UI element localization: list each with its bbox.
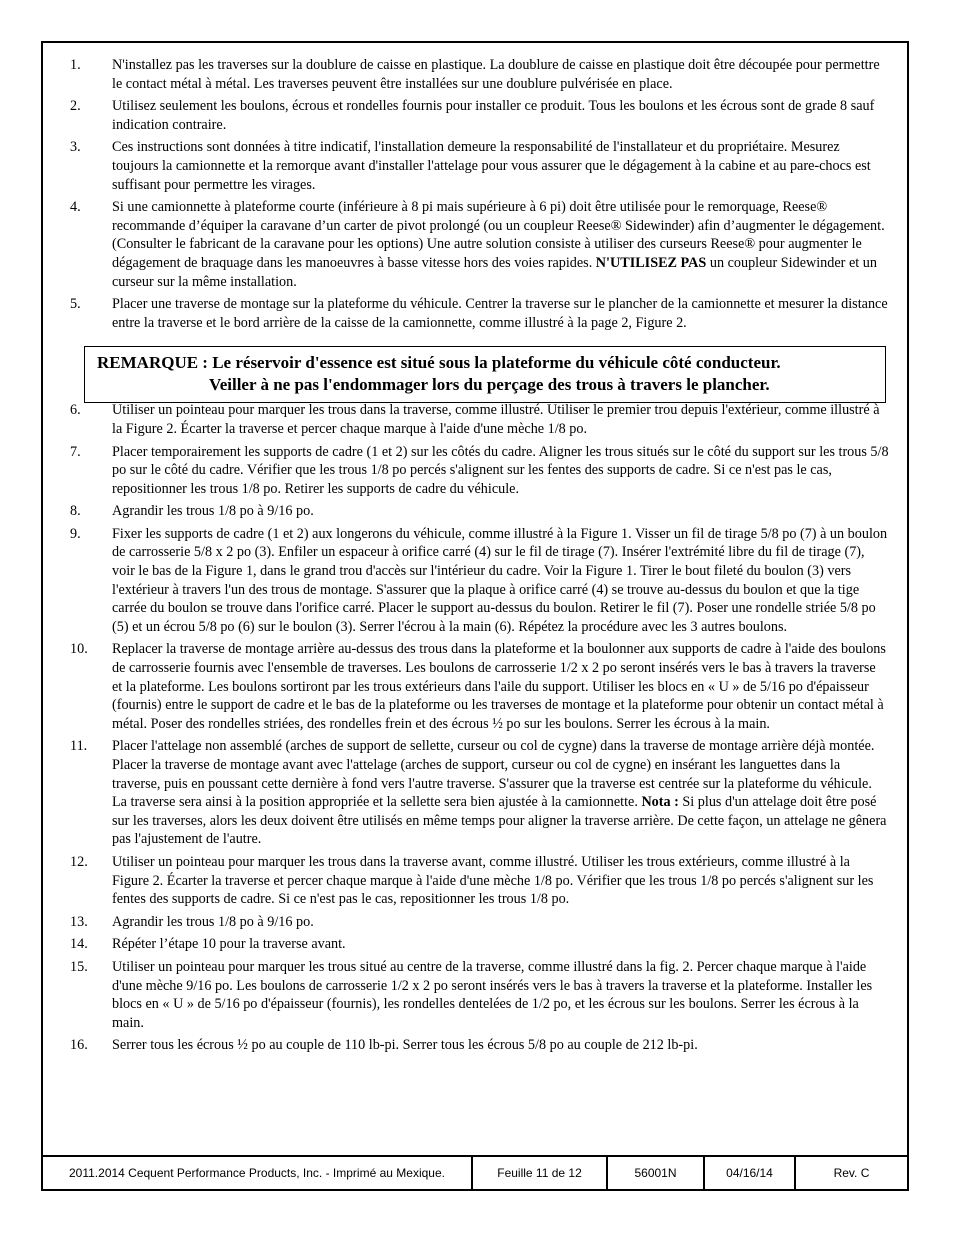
step-2 — [43, 97, 907, 134]
page-frame — [41, 41, 909, 1191]
step-6 — [43, 401, 907, 438]
note-emphasis: Nota : — [641, 794, 679, 811]
step-10 — [43, 640, 907, 733]
footer-copyright: 2011.2014 Cequent Performance Products, Inc. - Imprimé au Mexique. — [43, 1157, 473, 1189]
step-5 — [43, 295, 907, 332]
step-16 — [43, 1036, 907, 1055]
step-number: 11. — [70, 738, 88, 755]
page-footer — [43, 1155, 907, 1189]
step-text: N'installez pas les traverses sur la doublure de caisse en plastique. La doublure de caisse en plastique doit être découpée pour permettre le contact métal à métal. Les traverses peuvent être installées sur une doublure pulvérisée en place. — [112, 57, 880, 92]
footer-sheet-number: Feuille 11 de 12 — [473, 1157, 608, 1189]
step-text-part: Si une camionnette à plateforme courte (inférieure à 8 pi mais supérieure à 6 pi) doit être utilisée pour le remorquage, Reese® recommande d’équiper la caravane d’un carter de pivot prolongé (ou un coupleur Reese® Sidewinder) afin d’augmenter le dégagement. (Consulter le fabricant de la caravane pour les options) Une autre solution consiste à utiliser des curseurs Reese® pour augmenter le dégagement de braquage dans les manoeuvres à basse vitesse hors des voies rapides. — [112, 199, 885, 271]
step-text: Serrer tous les écrous ½ po au couple de 110 lb-pi. Serrer tous les écrous 5/8 po au couple de 212 lb-pi. — [112, 1037, 698, 1054]
step-text: Utiliser un pointeau pour marquer les trous dans la traverse avant, comme illustré. Utiliser les trous extérieurs, comme illustré à la Figure 2. Écarter la traverse et percer chaque marque à l'aide d'une mèche 1/8 po. Vérifier que les trous 1/8 po percés s'alignent sur les fentes des supports de cadre. Si ce n'est pas le cas, repositionner les trous 1/8 po. — [112, 853, 874, 908]
step-text-part: un coupleur Sidewinder et un curseur sur la même installation. — [112, 254, 877, 290]
step-text: Fixer les supports de cadre (1 et 2) aux longerons du véhicule, comme illustré à la Figure 1. Visser un fil de tirage 5/8 po (7) à un boulon de carrosserie 5/8 x 2 po (3). Enfiler un espaceur à orifice carré (4) sur le fil de tirage (7). Insérer l'extrémité libre du fil de tirage (7), voir le bas de la Figure 1, dans le grand trou d'accès sur l'intérieur du cadre. Voir la Figure 1. Tirer le bout fileté du boulon (3) vers l'extérieur à travers l'un des trous de montage. S'assurer que la plaque à orifice carré (4) se trouve au-dessus du boulon et que la tige carrée du boulon se trouve dans l'orifice carré. Placer le support au-dessus du boulon. Retirer le fil (7). Poser une rondelle striée 5/8 po (5) et un écrou 5/8 po (6) sur le boulon (3). Serrer l'écrou à la main (6). Répétez la procédure avec les 3 autres boulons. — [112, 525, 888, 635]
step-number: 14. — [70, 936, 88, 953]
note-line-2: Veiller à ne pas l'endommager lors du perçage des trous à travers le plancher. — [209, 374, 770, 394]
step-text: Ces instructions sont données à titre indicatif, l'installation demeure la responsabilité de l'installateur et du propriétaire. Mesurez toujours la camionnette et la remorque avant d'installer l'attelage pour vous assurer que le dégagement à la cabine et au pare-chocs est suffisant pour permettre les virages. — [112, 139, 871, 193]
step-text — [112, 737, 889, 849]
step-14 — [43, 935, 907, 954]
step-text: Utiliser un pointeau pour marquer les trous dans la traverse, comme illustré. Utiliser le premier trou depuis l'extérieur, comme illustré à la Figure 2. Écarter la traverse et percer chaque marque à l'aide d'une mèche 1/8 po. — [112, 402, 880, 437]
step-number: 13. — [70, 913, 88, 930]
step-11 — [43, 737, 907, 849]
step-text: Utiliser un pointeau pour marquer les trous situé au centre de la traverse, comme illustré dans la fig. 2. Percer chaque marque à l'aide d'une mèche 9/16 po. Les boulons de carrosserie 1/2 x 2 po seront insérés vers le bas à travers la traverse et la plateforme. Installer les blocs en « U » de 5/16 po d'épaisseur (fournis), les rondelles dentelées de 1/2 po, et les écrous sur les boulons. Serrer les écrous à la main. — [112, 958, 873, 1031]
step-number: 16. — [70, 1037, 88, 1054]
step-text: Utilisez seulement les boulons, écrous et rondelles fournis pour installer ce produit. Tous les boulons et les écrous sont de grade 8 sauf indication contraire. — [112, 98, 875, 133]
step-3 — [43, 138, 907, 194]
warning-emphasis: N'UTILISEZ PAS — [595, 254, 707, 271]
step-number: 9. — [70, 525, 81, 542]
step-number: 6. — [70, 402, 81, 419]
fuel-tank-note-box — [84, 346, 886, 403]
step-number: 3. — [70, 139, 81, 156]
step-4 — [43, 198, 907, 291]
step-text: Placer une traverse de montage sur la plateforme du véhicule. Centrer la traverse sur le plancher de la camionnette et mesurer la distance entre la traverse et le bord arrière de la caisse de la camionnette, comme illustré à la page 2, Figure 2. — [112, 296, 888, 331]
step-number: 1. — [70, 57, 81, 73]
step-text: Replacer la traverse de montage arrière au-dessus des trous dans la plateforme et la boulonner aux supports de cadre à l'aide des boulons de carrosserie fournis avec l'ensemble de traverses. Les boulons de carrosserie 1/2 x 2 po seront insérés vers le bas à travers la traverse et la plateforme. Les boulons sortiront par les trous extérieurs dans l'aile du support. Utiliser les blocs en « U » de 5/16 po d'épaisseur (fournis) entre le support de cadre et le bas de la plateforme ou les traverses de montage et la plateforme pour obtenir un contact métal à métal. Poser des rondelles striées, des rondelles frein et des écrous ½ po sur les boulons. Serrer les écrous à la main. — [112, 641, 886, 732]
step-15 — [43, 958, 907, 1032]
step-number: 10. — [70, 641, 88, 658]
footer-date: 04/16/14 — [705, 1157, 796, 1189]
footer-revision: Rev. C — [833, 1166, 870, 1180]
step-7 — [43, 443, 907, 499]
instruction-list — [43, 43, 907, 1059]
step-number: 8. — [70, 503, 81, 520]
step-number: 2. — [70, 98, 81, 115]
step-9 — [43, 525, 907, 637]
step-text-part: Si plus d'un attelage doit être posé sur les traverses, alors les deux doivent être utilisés en même temps pour aligner la traverse arrière. De cette façon, un attelage ne gênera pas l'ajustement de l'autre. — [112, 794, 887, 848]
step-text: Agrandir les trous 1/8 po à 9/16 po. — [112, 913, 314, 930]
step-text — [112, 198, 889, 291]
step-text: Répéter l’étape 10 pour la traverse avant. — [112, 936, 346, 953]
step-number: 5. — [70, 296, 81, 313]
step-12 — [43, 853, 907, 909]
step-text-part: Placer l'attelage non assemblé (arches de support de sellette, curseur ou col de cygne) dans la traverse de montage arrière déjà montée. Placer la traverse de montage avant avec l'attelage (arches de support, curseur ou col de cygne) en insérant les languettes dans la traverse, puis en poussant cette dernière à fond vers l'autre traverse. S'assurer que la traverse est centrée sur la plateforme du véhicule. La traverse sera ainsi à la position appropriée et la sellette sera bien ajustée à la camionnette. — [112, 738, 875, 811]
step-number: 15. — [70, 958, 88, 975]
step-number: 12. — [70, 853, 88, 870]
note-line-1: REMARQUE : Le réservoir d'essence est situé sous la plateforme du véhicule côté conducteur. — [97, 353, 781, 372]
step-13 — [43, 913, 907, 932]
step-1 — [43, 56, 907, 93]
step-number: 7. — [70, 443, 81, 460]
footer-part-number: 56001N — [608, 1157, 705, 1189]
step-text: Agrandir les trous 1/8 po à 9/16 po. — [112, 503, 314, 520]
step-text: Placer temporairement les supports de cadre (1 et 2) sur les côtés du cadre. Aligner les trous situés sur le côté du support sur les trous 5/8 po sur le côté du cadre. Vérifier que les trous 1/8 po percés s'alignent sur les fentes des supports de cadre. Si ce n'est pas le cas, repositionner les trous 1/8 po. Retirer les supports de cadre du véhicule. — [112, 443, 889, 497]
step-8 — [43, 502, 907, 521]
step-number: 4. — [70, 199, 81, 216]
